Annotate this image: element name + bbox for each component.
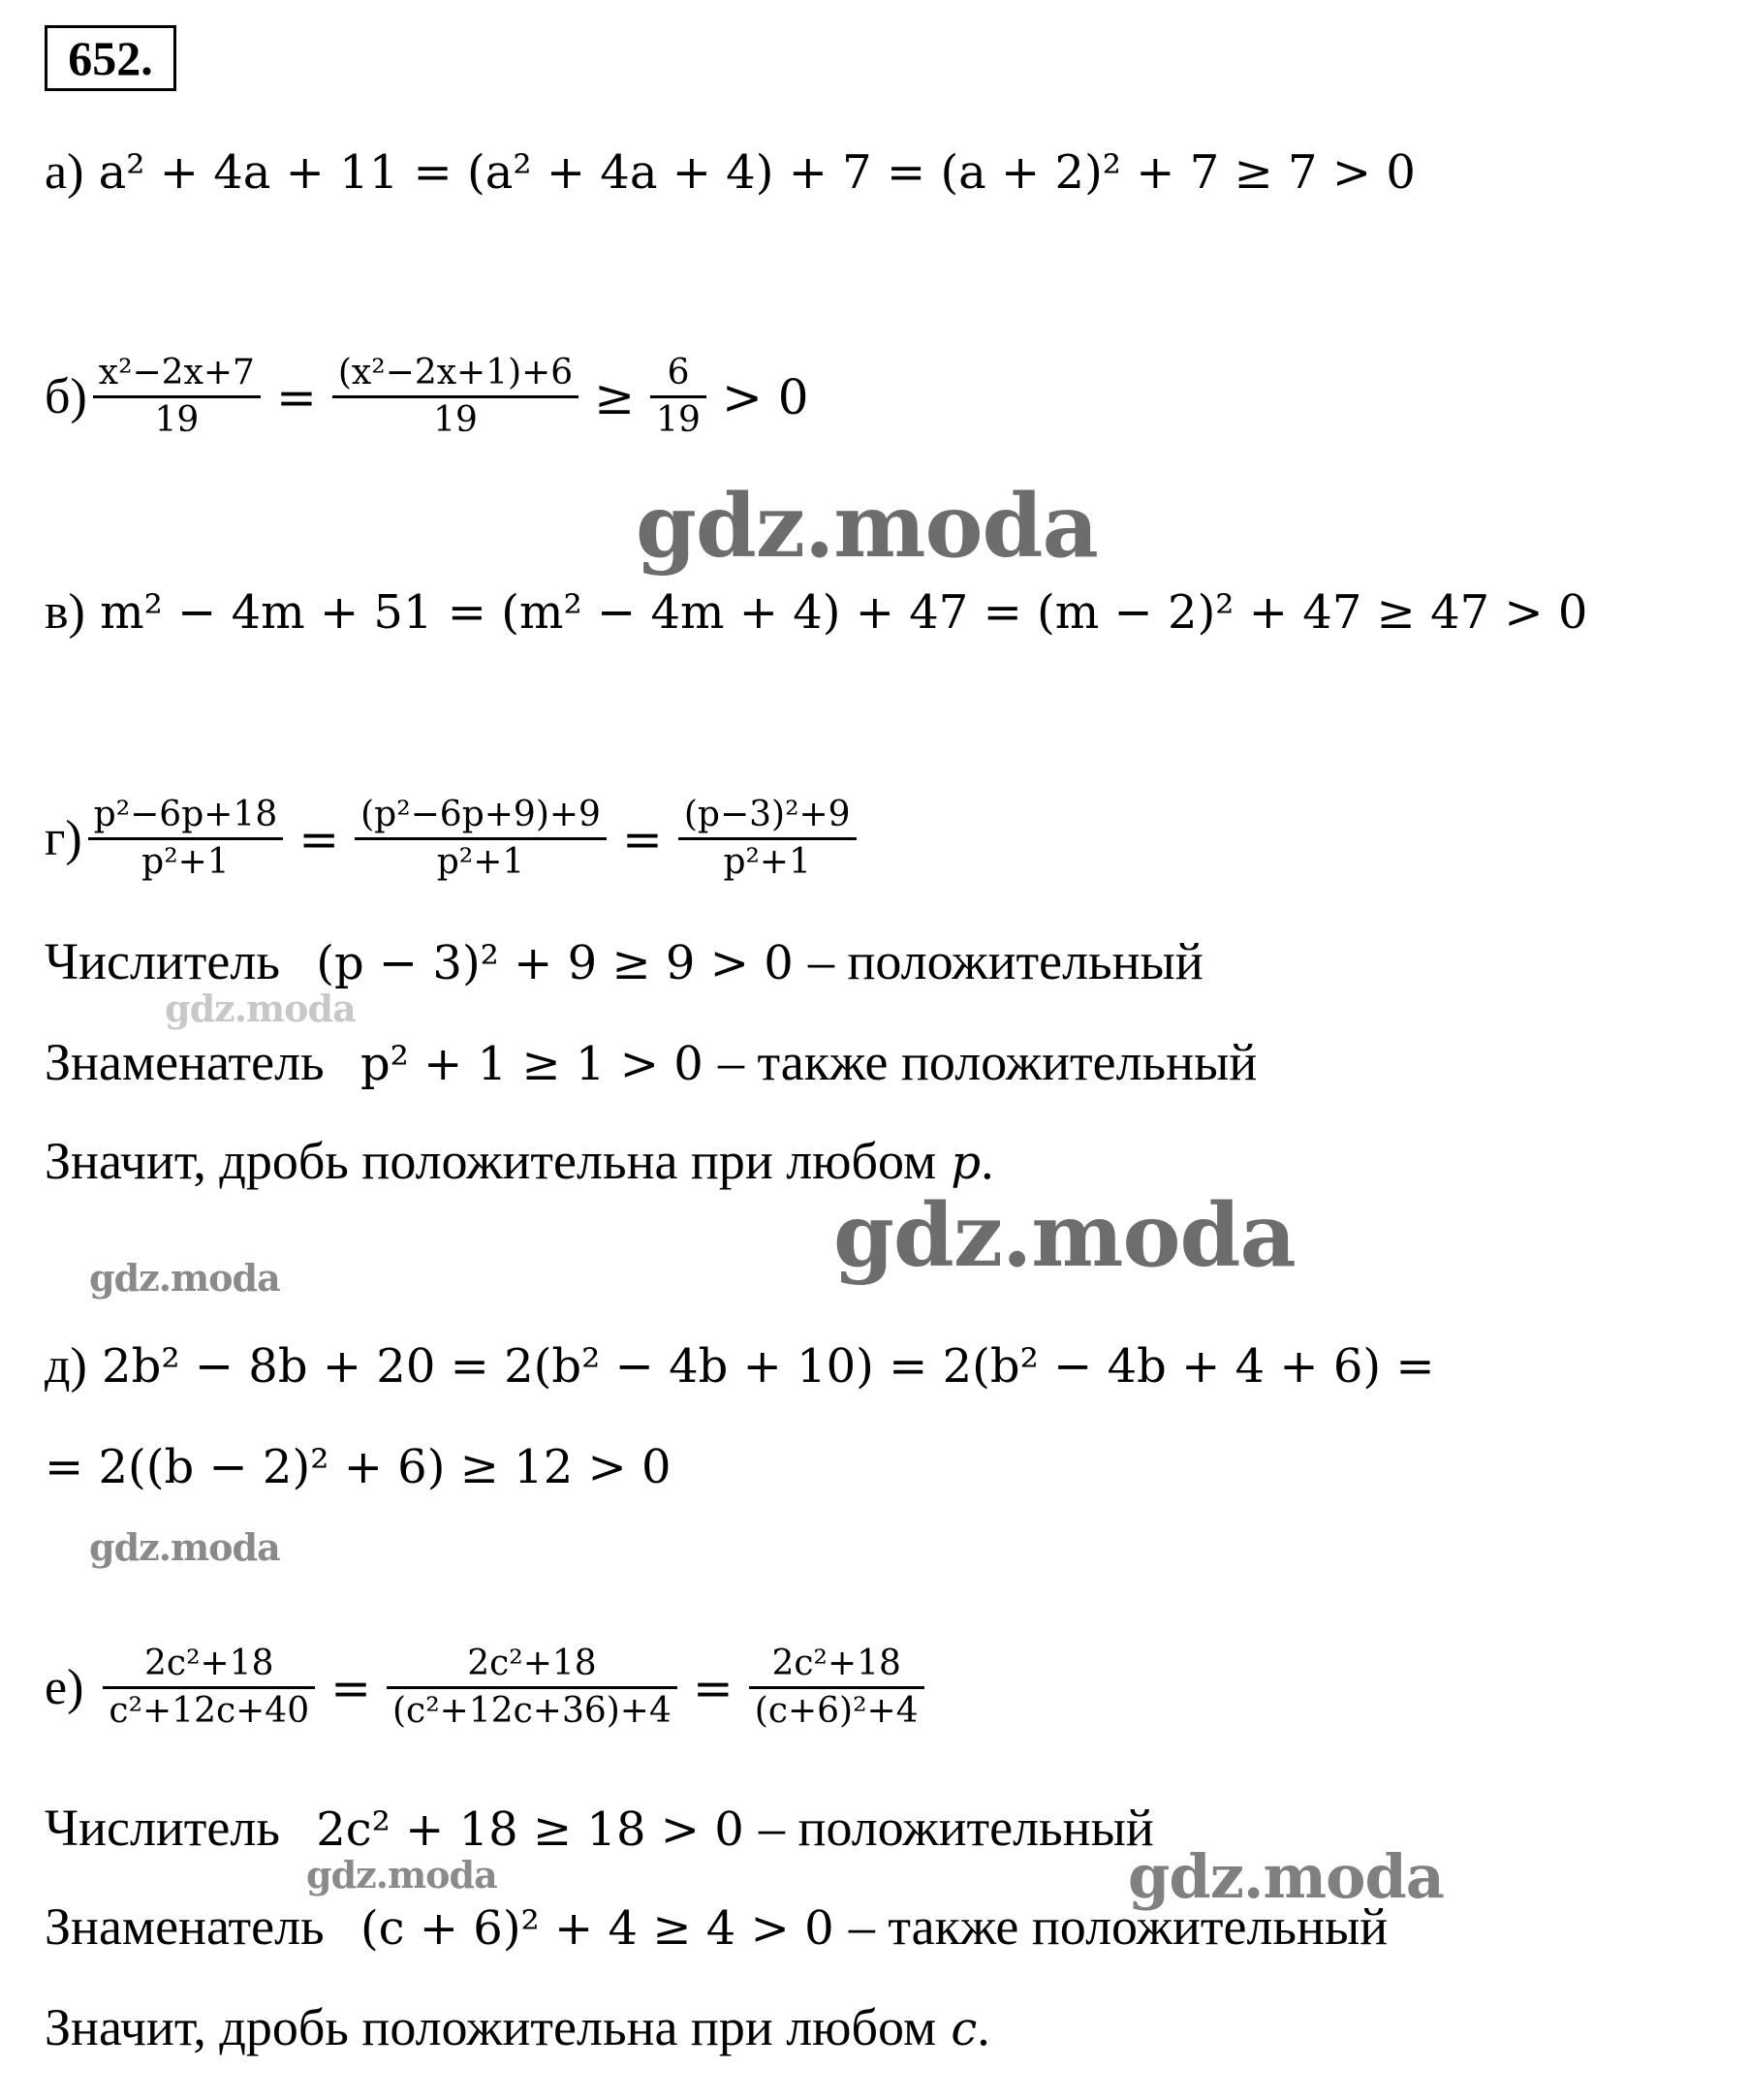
denominator-word: Знаменатель [45, 1897, 325, 1956]
fraction-denominator: 19 [154, 400, 200, 440]
fraction-denominator: (c²+12c+36)+4 [392, 1691, 672, 1731]
fraction-numerator: 6 [650, 351, 706, 398]
numerator-tail: – положительный [808, 932, 1203, 990]
task-number: 652. [45, 25, 176, 91]
equals-sign: = [621, 810, 663, 867]
part-v-expression: m² − 4m + 51 = (m² − 4m + 4) + 47 = (m − 2)² + 47 ≥ 47 > 0 [100, 585, 1588, 640]
part-g-fraction-2 [355, 793, 607, 885]
part-a [45, 143, 1416, 202]
numerator-word: Числитель [45, 1799, 280, 1857]
conclusion-end: . [977, 1998, 990, 2056]
numerator-expression: 2c² + 18 ≥ 18 > 0 [316, 1802, 744, 1857]
fraction-numerator: 2c²+18 [387, 1642, 677, 1689]
conclusion-end: . [981, 1132, 994, 1190]
numerator-expression: (p − 3)² + 9 ≥ 9 > 0 [316, 936, 794, 990]
fraction-denominator: 19 [656, 400, 701, 440]
fraction-denominator: 19 [433, 400, 478, 440]
part-d-expression-2: = 2((b − 2)² + 6) ≥ 12 > 0 [45, 1440, 672, 1494]
conclusion-variable: c [951, 2002, 978, 2056]
equals-sign: = [275, 368, 317, 425]
part-b-label: б) [45, 369, 87, 424]
part-g-fraction-3 [678, 793, 857, 885]
watermark: gdz.moda [89, 1525, 280, 1569]
watermark: gdz.moda [306, 1853, 497, 1896]
denominator-tail: – также положительный [718, 1033, 1258, 1091]
part-e-fraction-1 [103, 1642, 315, 1734]
part-e-fraction-3 [749, 1642, 924, 1734]
part-g-conclusion [45, 1132, 994, 1192]
part-g-numerator-line [45, 932, 1203, 992]
part-g [45, 793, 862, 885]
part-g-fraction-1 [88, 793, 284, 885]
watermark: gdz.moda [833, 1184, 1296, 1287]
part-b-fraction-3 [650, 351, 706, 443]
fraction-numerator: (x²−2x+1)+6 [332, 351, 578, 398]
part-d-expression-1: 2b² − 8b + 20 = 2(b² − 4b + 10) = 2(b² − 4b + 4 + 6) = [102, 1339, 1435, 1394]
denominator-expression: p² + 1 ≥ 1 > 0 [359, 1037, 703, 1091]
conclusion-text: Значит, дробь положительна при любом [45, 1132, 937, 1190]
fraction-numerator: 2c²+18 [749, 1642, 924, 1689]
part-e-label: е) [45, 1660, 84, 1715]
part-b [45, 351, 819, 443]
part-e [45, 1642, 930, 1734]
part-d-line-1 [45, 1337, 1435, 1395]
conclusion-text: Значит, дробь положительна при любом [45, 1998, 937, 2056]
fraction-numerator: (p−3)²+9 [678, 793, 857, 840]
fraction-denominator: c²+12c+40 [109, 1691, 310, 1731]
equals-sign: = [298, 810, 340, 867]
part-a-label: а) [45, 144, 84, 200]
part-g-denominator-line [45, 1033, 1257, 1093]
fraction-numerator: (p²−6p+9)+9 [355, 793, 607, 840]
denominator-expression: (c + 6)² + 4 ≥ 4 > 0 [359, 1901, 834, 1956]
part-g-label: г) [45, 811, 82, 866]
part-e-fraction-2 [387, 1642, 677, 1734]
fraction-numerator: p²−6p+18 [88, 793, 284, 840]
part-b-fraction-2 [332, 351, 578, 443]
part-v-label: в) [45, 584, 85, 640]
equals-sign: = [692, 1659, 734, 1716]
equals-sign: = [330, 1659, 372, 1716]
fraction-denominator: (c+6)²+4 [754, 1691, 919, 1731]
part-b-tail: > 0 [721, 368, 809, 425]
geq-sign: ≥ [594, 368, 636, 425]
numerator-tail: – положительный [759, 1799, 1154, 1857]
fraction-numerator: 2c²+18 [103, 1642, 315, 1689]
part-e-conclusion [45, 1998, 990, 2058]
fraction-numerator: x²−2x+7 [93, 351, 261, 398]
part-b-fraction-1 [93, 351, 261, 443]
watermark: gdz.moda [636, 475, 1098, 578]
watermark: gdz.moda [1128, 1841, 1444, 1912]
part-d-line-2 [45, 1438, 672, 1496]
watermark: gdz.moda [89, 1256, 280, 1300]
part-a-expression: a² + 4a + 11 = (a² + 4a + 4) + 7 = (a + 2)² + 7 ≥ 7 > 0 [98, 145, 1416, 200]
denominator-word: Знаменатель [45, 1033, 325, 1091]
numerator-word: Числитель [45, 932, 280, 990]
fraction-denominator: p²+1 [141, 842, 230, 882]
part-e-numerator-line [45, 1799, 1154, 1859]
fraction-denominator: p²+1 [436, 842, 525, 882]
denominator-tail: – также положительный [848, 1897, 1389, 1956]
conclusion-variable: p [951, 1136, 982, 1190]
fraction-denominator: p²+1 [723, 842, 811, 882]
watermark: gdz.moda [165, 987, 356, 1030]
part-d-label: д) [45, 1338, 87, 1394]
part-v [45, 583, 1587, 642]
